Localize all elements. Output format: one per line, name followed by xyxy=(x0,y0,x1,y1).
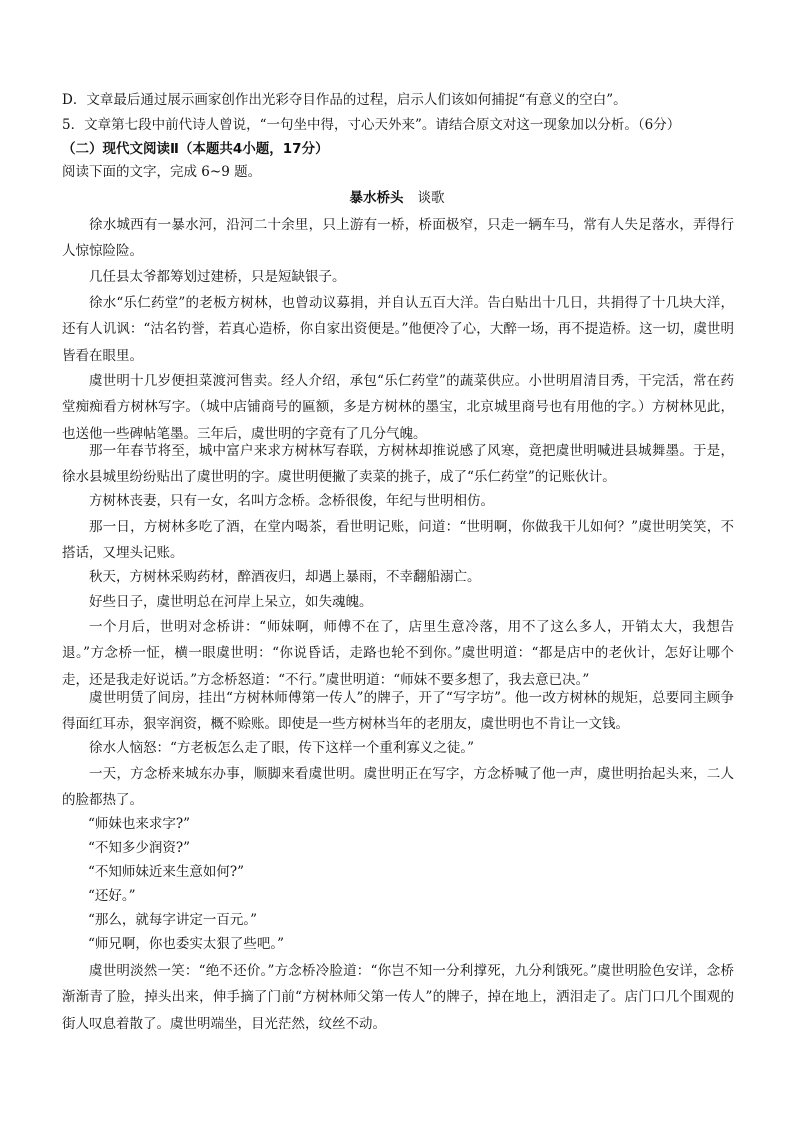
dialogue-line: “那么，就每字讲定一百元。” xyxy=(88,912,258,928)
dialogue-line: “不知师妹近来生意如何?” xyxy=(88,864,245,880)
option-d: D．文章最后通过展示画家创作出光彩夺目作品的过程，启示人们该如何捕捉“有意义的空白”。 xyxy=(62,92,627,108)
question-5: 5．文章第七段中前代诗人曾说，“一句坐中得，寸心天外来”。请结合原文对这一现象加以分析。（6分） xyxy=(62,117,681,133)
closing-paragraph: 虞世明淡然一笑：“绝不还价。”方念桥冷脸道：“你岂不知一分利撑死，九分利饿死。”虞世明脸色安详，念桥渐渐青了脸，掉头出来，伸手摘了门前“方树林师父第一传人”的牌子，掉在地上，洒泪走了。店门口几个围观的街人叹息着散了。虞世明端坐，目光茫然，纹丝不动。 xyxy=(62,963,734,1032)
paragraph-4: 虞世明十几岁便担菜渡河售卖。经人介绍，承包“乐仁药堂”的蔬菜供应。小世明眉清目秀，干完活，常在药堂痴痴看方树林写字。（城中店铺商号的匾额，多是方树林的墨宝，北京城里商号也有用他的字。）方树林见此，也送他一些碑帖笔墨。三年后，虞世明的字竟有了几分气魄。 xyxy=(62,373,734,442)
section-heading: （二）现代文阅读Ⅱ（本题共4小题，17分） xyxy=(62,141,329,157)
paragraph-5: 那一年春节将至，城中富户来求方树林写春联，方树林却推说感了风寒，竟把虞世明喊进县城舞墨。于是，徐水县城里纷纷贴出了虞世明的字。虞世明便撇了卖菜的挑子，成了“乐仁药堂”的记账伙计。 xyxy=(62,443,734,486)
paragraph-2: 几任县太爷都筹划过建桥，只是短缺银子。 xyxy=(89,269,346,285)
paragraph-10: 一个月后，世明对念桥讲：“师妹啊，师傅不在了，店里生意冷落，用不了这么多人，开销太大，我想告退。”方念桥一怔，横一眼虞世明：“你说昏话，走路也轮不到你。”虞世明道：“都是店中的老伙计，怎好让哪个走，还是我走好说话。”方念桥怒道：“不行。”虞世明道：“师妹不要多想了，我去意已决。” xyxy=(62,619,734,688)
reading-instruction: 阅读下面的文字，完成 6~9 题。 xyxy=(62,164,262,180)
story-author: 谈歌 xyxy=(417,190,445,206)
paragraph-11: 虞世明赁了间房，挂出“方树林师傅第一传人”的牌子，开了“写字坊”。他一改方树林的规矩，总要同主顾争得面红耳赤，狠宰润资，概不赊账。即使是一些方树林当年的老朋友，虞世明也不肯让一文钱。 xyxy=(62,690,734,733)
dialogue-line: “师兄啊，你也委实太狠了些吧。” xyxy=(88,936,285,952)
paragraph-6: 方树林丧妻，只有一女，名叫方念桥。念桥很俊，年纪与世明相仿。 xyxy=(89,493,494,509)
paragraph-1: 徐水城西有一暴水河，沿河二十余里，只上游有一桥，桥面极窄，只走一辆车马，常有人失足落水，弄得行人惊惊险险。 xyxy=(62,217,734,260)
paragraph-8: 秋天，方树林采购药材，醉酒夜归，却遇上暴雨，不幸翻船溺亡。 xyxy=(89,569,481,585)
story-title: 暴水桥头 xyxy=(349,190,404,206)
dialogue-line: “还好。” xyxy=(88,888,136,904)
paragraph-12: 徐水人恼怒：“方老板怎么走了眼，传下这样一个重利寡义之徒。” xyxy=(89,740,475,756)
story-title-line xyxy=(0,186,794,210)
dialogue-line: “师妹也来求字?” xyxy=(88,816,191,832)
paragraph-3: 徐水“乐仁药堂”的老板方树林，也曾动议募捐，并自认五百大洋。告白贴出十几日，共捐得了十几块大洋，还有人讥讽：“沽名钓誉，若真心造桥，你自家出资便是。”他便冷了心，大醉一场，再不提造桥。这一切，虞世明皆看在眼里。 xyxy=(62,295,734,364)
paragraph-9: 好些日子，虞世明总在河岸上呆立，如失魂魄。 xyxy=(89,594,373,610)
dialogue-line: “不知多少润资?” xyxy=(88,840,191,856)
paragraph-13: 一天，方念桥来城东办事，顺脚来看虞世明。虞世明正在写字，方念桥喊了他一声，虞世明抬起头来，二人的脸都热了。 xyxy=(62,766,734,809)
paragraph-7: 那一日，方树林多吃了酒，在堂内喝茶，看世明记账，问道：“世明啊，你做我干儿如何？”虞世明笑笑，不搭话，又埋头记账。 xyxy=(62,519,734,562)
